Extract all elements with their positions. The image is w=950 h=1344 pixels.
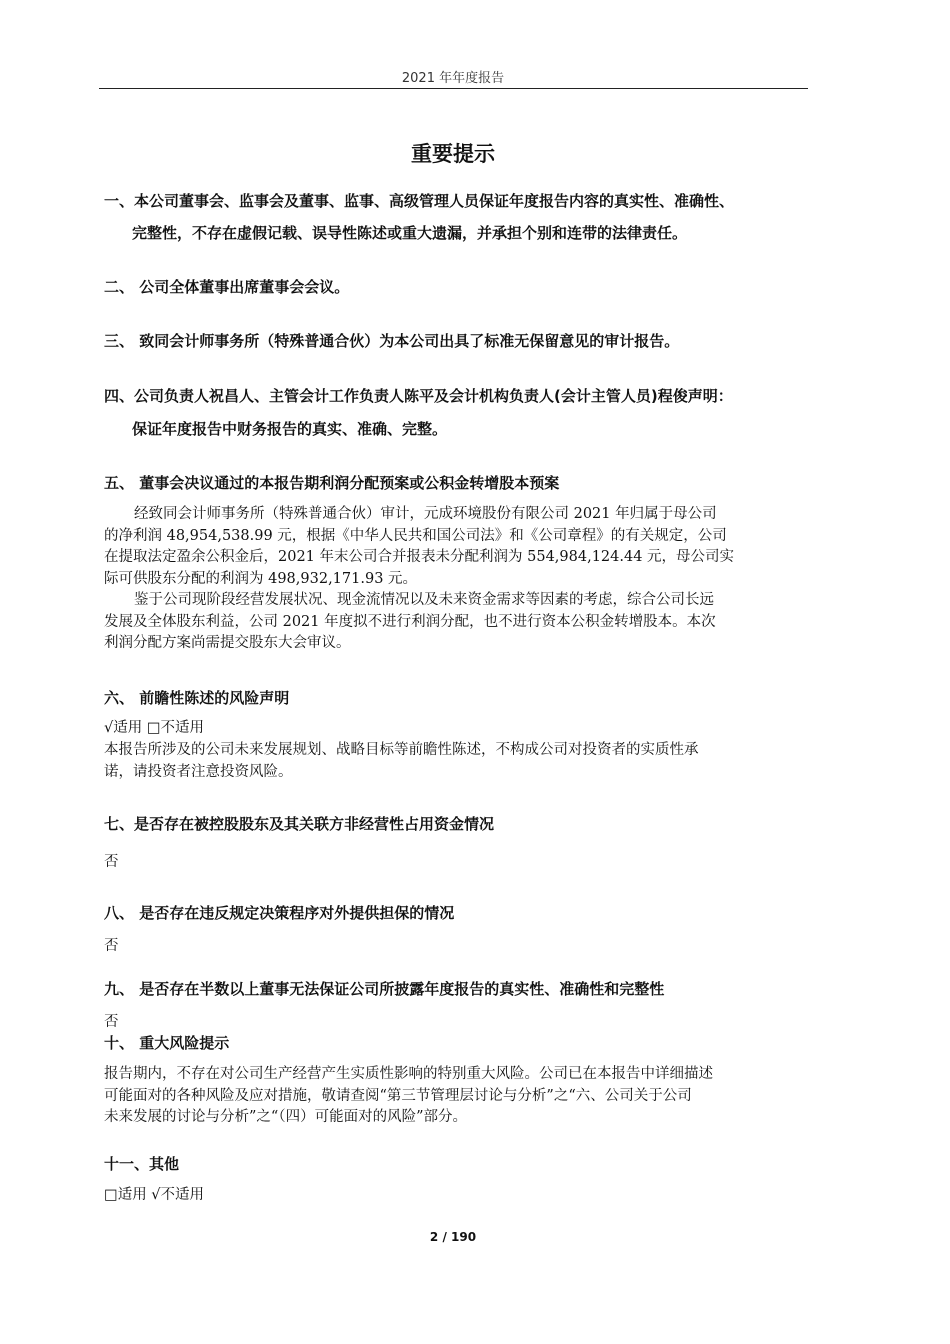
section-9-heading: 九、 是否存在半数以上董事无法保证公司所披露年度报告的真实性、准确性和完整性 bbox=[104, 980, 665, 998]
section-7-heading: 七、是否存在被控股股东及其关联方非经营性占用资金情况 bbox=[104, 815, 495, 833]
page-title: 重要提示 bbox=[411, 142, 495, 166]
section-3: 三、 致同会计师事务所（特殊普通合伙）为本公司出具了标准无保留意见的审计报告。 bbox=[104, 332, 680, 350]
text-line: 诺，请投资者注意投资风险。 bbox=[104, 763, 293, 780]
section-10-heading: 十、 重大风险提示 bbox=[104, 1034, 230, 1052]
text-line: 在提取法定盈余公积金后，2021 年末公司合并报表未分配利润为 554,984,124.44 元，母公司实 bbox=[104, 549, 735, 565]
text-line: 际可供股东分配的利润为 498,932,171.93 元。 bbox=[104, 570, 418, 587]
header-rule bbox=[99, 88, 808, 89]
section-11-heading: 十一、其他 bbox=[104, 1155, 180, 1173]
section-1-line-2: 完整性，不存在虚假记载、误导性陈述或重大遗漏，并承担个别和连带的法律责任。 bbox=[132, 224, 688, 242]
section-5-paragraph-2 bbox=[104, 590, 716, 655]
section-10-body bbox=[104, 1064, 713, 1129]
running-header: 2021 年年度报告 bbox=[401, 71, 505, 86]
text-line: 本报告所涉及的公司未来发展规划、战略目标等前瞻性陈述，不构成公司对投资者的实质性承 bbox=[104, 742, 699, 758]
section-5-paragraph-1 bbox=[104, 504, 734, 590]
section-1-line-1: 一、本公司董事会、监事会及董事、监事、高级管理人员保证年度报告内容的真实性、准确性、 bbox=[104, 192, 735, 210]
section-2: 二、 公司全体董事出席董事会会议。 bbox=[104, 278, 350, 296]
text-line: 利润分配方案尚需提交股东大会审议。 bbox=[104, 635, 351, 651]
text-line: 的净利润 48,954,538.99 元，根据《中华人民共和国公司法》和《公司章程》的有关规定，公司 bbox=[104, 527, 727, 544]
text-line: 可能面对的各种风险及应对措施，敬请查阅“第三节管理层讨论与分析”之“六、公司关于公司 bbox=[104, 1087, 692, 1104]
section-8-answer: 否 bbox=[104, 938, 119, 954]
page-number: 2 / 190 bbox=[429, 1230, 477, 1244]
section-7-answer: 否 bbox=[104, 854, 119, 870]
section-9-answer: 否 bbox=[104, 1014, 119, 1030]
text-line: 经致同会计师事务所（特殊普通合伙）审计，元成环境股份有限公司 2021 年归属于母公司 bbox=[134, 506, 717, 522]
section-8-heading: 八、 是否存在违反规定决策程序对外提供担保的情况 bbox=[104, 904, 455, 922]
section-4-line-1: 四、公司负责人祝昌人、主管会计工作负责人陈平及会计机构负责人(会计主管人员)程俊声明： bbox=[104, 387, 733, 405]
text-line: 报告期内，不存在对公司生产经营产生实质性影响的特别重大风险。公司已在本报告中详细描述 bbox=[104, 1066, 713, 1082]
section-4-line-2: 保证年度报告中财务报告的真实、准确、完整。 bbox=[132, 420, 448, 438]
section-6-body bbox=[104, 740, 699, 783]
text-line: 未来发展的讨论与分析”之“（四）可能面对的风险”部分。 bbox=[104, 1109, 467, 1125]
section-5-heading: 五、 董事会决议通过的本报告期利润分配预案或公积金转增股本预案 bbox=[104, 474, 560, 492]
section-11-options: □适用 √不适用 bbox=[104, 1187, 205, 1203]
section-6-options: √适用 □不适用 bbox=[104, 720, 205, 736]
section-6-heading: 六、 前瞻性陈述的风险声明 bbox=[104, 689, 290, 707]
text-line: 鉴于公司现阶段经营发展状况、现金流情况以及未来资金需求等因素的考虑，综合公司长远 bbox=[134, 592, 714, 608]
text-line: 发展及全体股东利益，公司 2021 年度拟不进行利润分配，也不进行资本公积金转增股本。本次 bbox=[104, 613, 716, 630]
